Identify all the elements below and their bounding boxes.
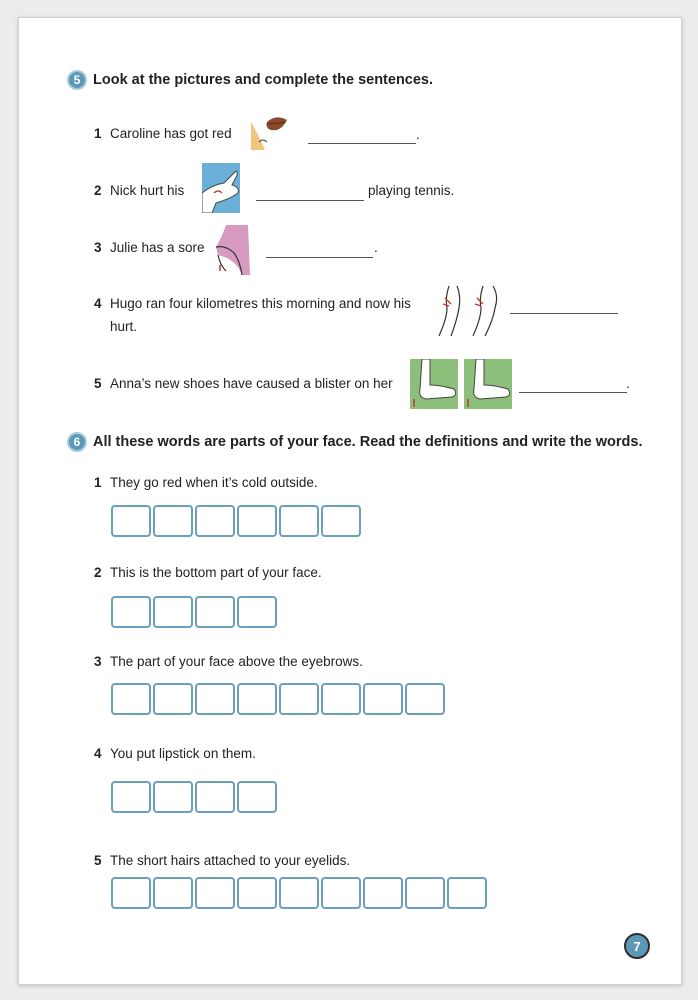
letter-box[interactable] (279, 683, 319, 715)
letter-box[interactable] (237, 781, 277, 813)
exercise-5-title (67, 70, 433, 90)
ex5-item-4 (94, 293, 434, 315)
ex6-item-1-text: They go red when it’s cold outside. (110, 475, 318, 490)
ex5-item-4-text: Hugo ran four kilometres this morning and now his (110, 296, 411, 311)
letter-box[interactable] (153, 596, 193, 628)
ex5-item-3-text: Julie has a sore (110, 240, 205, 255)
ex6-item-3-letter-boxes[interactable] (111, 683, 447, 715)
ex6-item-3 (94, 651, 363, 673)
ex6-item-2-number: 2 (94, 565, 102, 580)
ex6-item-1 (94, 472, 318, 494)
ex5-item-5-period: . (626, 376, 630, 391)
exercise-6-instruction: All these words are parts of your face. Read the definitions and write the words. (93, 434, 643, 450)
letter-box[interactable] (111, 505, 151, 537)
letter-box[interactable] (153, 877, 193, 909)
ex5-item-4-answer-line[interactable] (510, 313, 618, 314)
elbow-picture (212, 225, 256, 275)
ex6-item-5-letter-boxes[interactable] (111, 877, 489, 909)
ex6-item-3-text: The part of your face above the eyebrows. (110, 654, 363, 669)
ex5-item-3-answer-line[interactable] (266, 257, 373, 258)
letter-box[interactable] (405, 683, 445, 715)
exercise-6-badge: 6 (67, 432, 87, 452)
letter-box[interactable] (237, 683, 277, 715)
ex6-item-2-text: This is the bottom part of your face. (110, 565, 322, 580)
letter-box[interactable] (111, 781, 151, 813)
letter-box[interactable] (237, 596, 277, 628)
ex5-item-5 (94, 373, 393, 395)
ex5-item-1 (94, 123, 232, 145)
letter-box[interactable] (153, 683, 193, 715)
ex5-item-5-number: 5 (94, 376, 102, 391)
ex5-item-3 (94, 237, 205, 259)
ex5-item-2-number: 2 (94, 183, 102, 198)
lips-picture (251, 112, 295, 150)
letter-box[interactable] (321, 505, 361, 537)
ex5-item-2-after-text: playing tennis. (368, 183, 455, 198)
worksheet-page (18, 17, 682, 985)
page-number: 7 (624, 933, 650, 959)
ex6-item-5 (94, 850, 350, 872)
ex6-item-1-number: 1 (94, 475, 102, 490)
letter-box[interactable] (111, 877, 151, 909)
letter-box[interactable] (111, 683, 151, 715)
letter-box[interactable] (363, 683, 403, 715)
letter-box[interactable] (405, 877, 445, 909)
ex6-item-1-letter-boxes[interactable] (111, 505, 363, 537)
ex5-item-1-text: Caroline has got red (110, 126, 232, 141)
ex5-item-1-answer-line[interactable] (308, 143, 416, 144)
ex5-item-2 (94, 180, 184, 202)
ex5-item-2-text: Nick hurt his (110, 183, 185, 198)
ex5-item-5-answer-line[interactable] (519, 392, 627, 393)
letter-box[interactable] (195, 683, 235, 715)
ex6-item-5-number: 5 (94, 853, 102, 868)
letter-box[interactable] (153, 505, 193, 537)
ex5-item-1-period: . (416, 127, 420, 142)
ex5-item-1-number: 1 (94, 126, 102, 141)
foot-picture-left (410, 359, 458, 409)
knees-picture (433, 284, 505, 336)
letter-box[interactable] (363, 877, 403, 909)
letter-box[interactable] (195, 781, 235, 813)
ex5-item-5-text: Anna’s new shoes have caused a blister on her (110, 376, 393, 391)
ex5-item-3-number: 3 (94, 240, 102, 255)
letter-box[interactable] (321, 683, 361, 715)
letter-box[interactable] (153, 781, 193, 813)
ex6-item-3-number: 3 (94, 654, 102, 669)
foot-picture-right (464, 359, 512, 409)
ex5-item-3-period: . (374, 240, 378, 255)
letter-box[interactable] (237, 505, 277, 537)
ex5-item-2-answer-line[interactable] (256, 200, 364, 201)
letter-box[interactable] (111, 596, 151, 628)
ex6-item-5-text: The short hairs attached to your eyelids. (110, 853, 351, 868)
letter-box[interactable] (279, 877, 319, 909)
ex6-item-4-text: You put lipstick on them. (110, 746, 256, 761)
letter-box[interactable] (447, 877, 487, 909)
ex6-item-4 (94, 743, 256, 765)
ex6-item-4-letter-boxes[interactable] (111, 781, 279, 813)
exercise-5-badge: 5 (67, 70, 87, 90)
exercise-5-instruction: Look at the pictures and complete the sentences. (93, 72, 434, 88)
letter-box[interactable] (195, 596, 235, 628)
ex6-item-2 (94, 562, 322, 584)
ex6-item-2-letter-boxes[interactable] (111, 596, 279, 628)
letter-box[interactable] (195, 505, 235, 537)
exercise-6-title (67, 432, 643, 452)
letter-box[interactable] (195, 877, 235, 909)
letter-box[interactable] (237, 877, 277, 909)
letter-box[interactable] (279, 505, 319, 537)
ex6-item-4-number: 4 (94, 746, 102, 761)
letter-box[interactable] (321, 877, 361, 909)
ex5-item-4-text-continued: hurt. (110, 319, 138, 334)
wrist-picture (202, 163, 240, 213)
ex5-item-4-number: 4 (94, 296, 102, 311)
